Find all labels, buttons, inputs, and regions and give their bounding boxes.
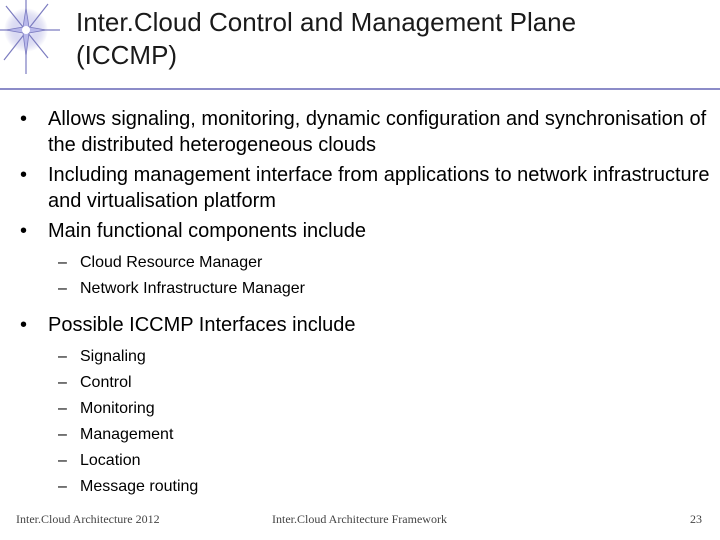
title-line-1: Inter.Cloud Control and Management Plane <box>76 7 577 37</box>
slide-title <box>76 6 696 72</box>
footer-left: Inter.Cloud Architecture 2012 <box>16 512 160 526</box>
sub-bullet-text: Cloud Resource Manager <box>80 254 263 271</box>
sub-list <box>20 250 710 302</box>
bullet-text: Allows signaling, monitoring, dynamic configuration and synchronisation of the distributed heterogeneous clouds <box>48 108 707 156</box>
bullet-item <box>20 162 710 214</box>
bullet-text: Main functional components include <box>48 220 366 242</box>
page-number: 23 <box>690 512 702 526</box>
bullet-item <box>20 312 710 338</box>
sub-bullet-glyph: – <box>58 254 67 271</box>
sub-bullet-item <box>20 370 710 396</box>
bullet-item <box>20 218 710 244</box>
footer-center: Inter.Cloud Architecture Framework <box>272 512 447 526</box>
bullet-glyph: • <box>20 314 28 336</box>
sub-bullet-text: Control <box>80 374 132 391</box>
bullet-glyph: • <box>20 220 28 242</box>
sub-bullet-glyph: – <box>58 426 67 443</box>
bullet-text: Including management interface from applications to network infrastructure and virtualisation platform <box>48 164 710 212</box>
sub-bullet-item <box>20 448 710 474</box>
sub-bullet-text: Management <box>80 426 174 443</box>
sub-bullet-glyph: – <box>58 478 67 495</box>
bullet-list <box>20 106 710 510</box>
sub-bullet-glyph: – <box>58 280 67 297</box>
sub-bullet-glyph: – <box>58 452 67 469</box>
sub-bullet-glyph: – <box>58 374 67 391</box>
sub-list <box>20 344 710 500</box>
sub-bullet-item <box>20 474 710 500</box>
bullet-glyph: • <box>20 108 28 130</box>
sub-bullet-glyph: – <box>58 400 67 417</box>
sub-bullet-item <box>20 250 710 276</box>
sub-bullet-item <box>20 344 710 370</box>
bullet-text: Possible ICCMP Interfaces include <box>48 314 356 336</box>
sub-bullet-text: Location <box>80 452 141 469</box>
sub-bullet-glyph: – <box>58 348 67 365</box>
sub-bullet-text: Network Infrastructure Manager <box>80 280 305 297</box>
sub-bullet-item <box>20 422 710 448</box>
sub-bullet-item <box>20 276 710 302</box>
bullet-item <box>20 106 710 158</box>
sub-bullet-item <box>20 396 710 422</box>
sub-bullet-text: Monitoring <box>80 400 155 417</box>
title-line-2: (ICCMP) <box>76 40 178 70</box>
star-icon <box>0 0 66 78</box>
title-divider <box>0 88 720 90</box>
sub-bullet-text: Message routing <box>80 478 199 495</box>
bullet-glyph: • <box>20 164 28 186</box>
sub-bullet-text: Signaling <box>80 348 146 365</box>
